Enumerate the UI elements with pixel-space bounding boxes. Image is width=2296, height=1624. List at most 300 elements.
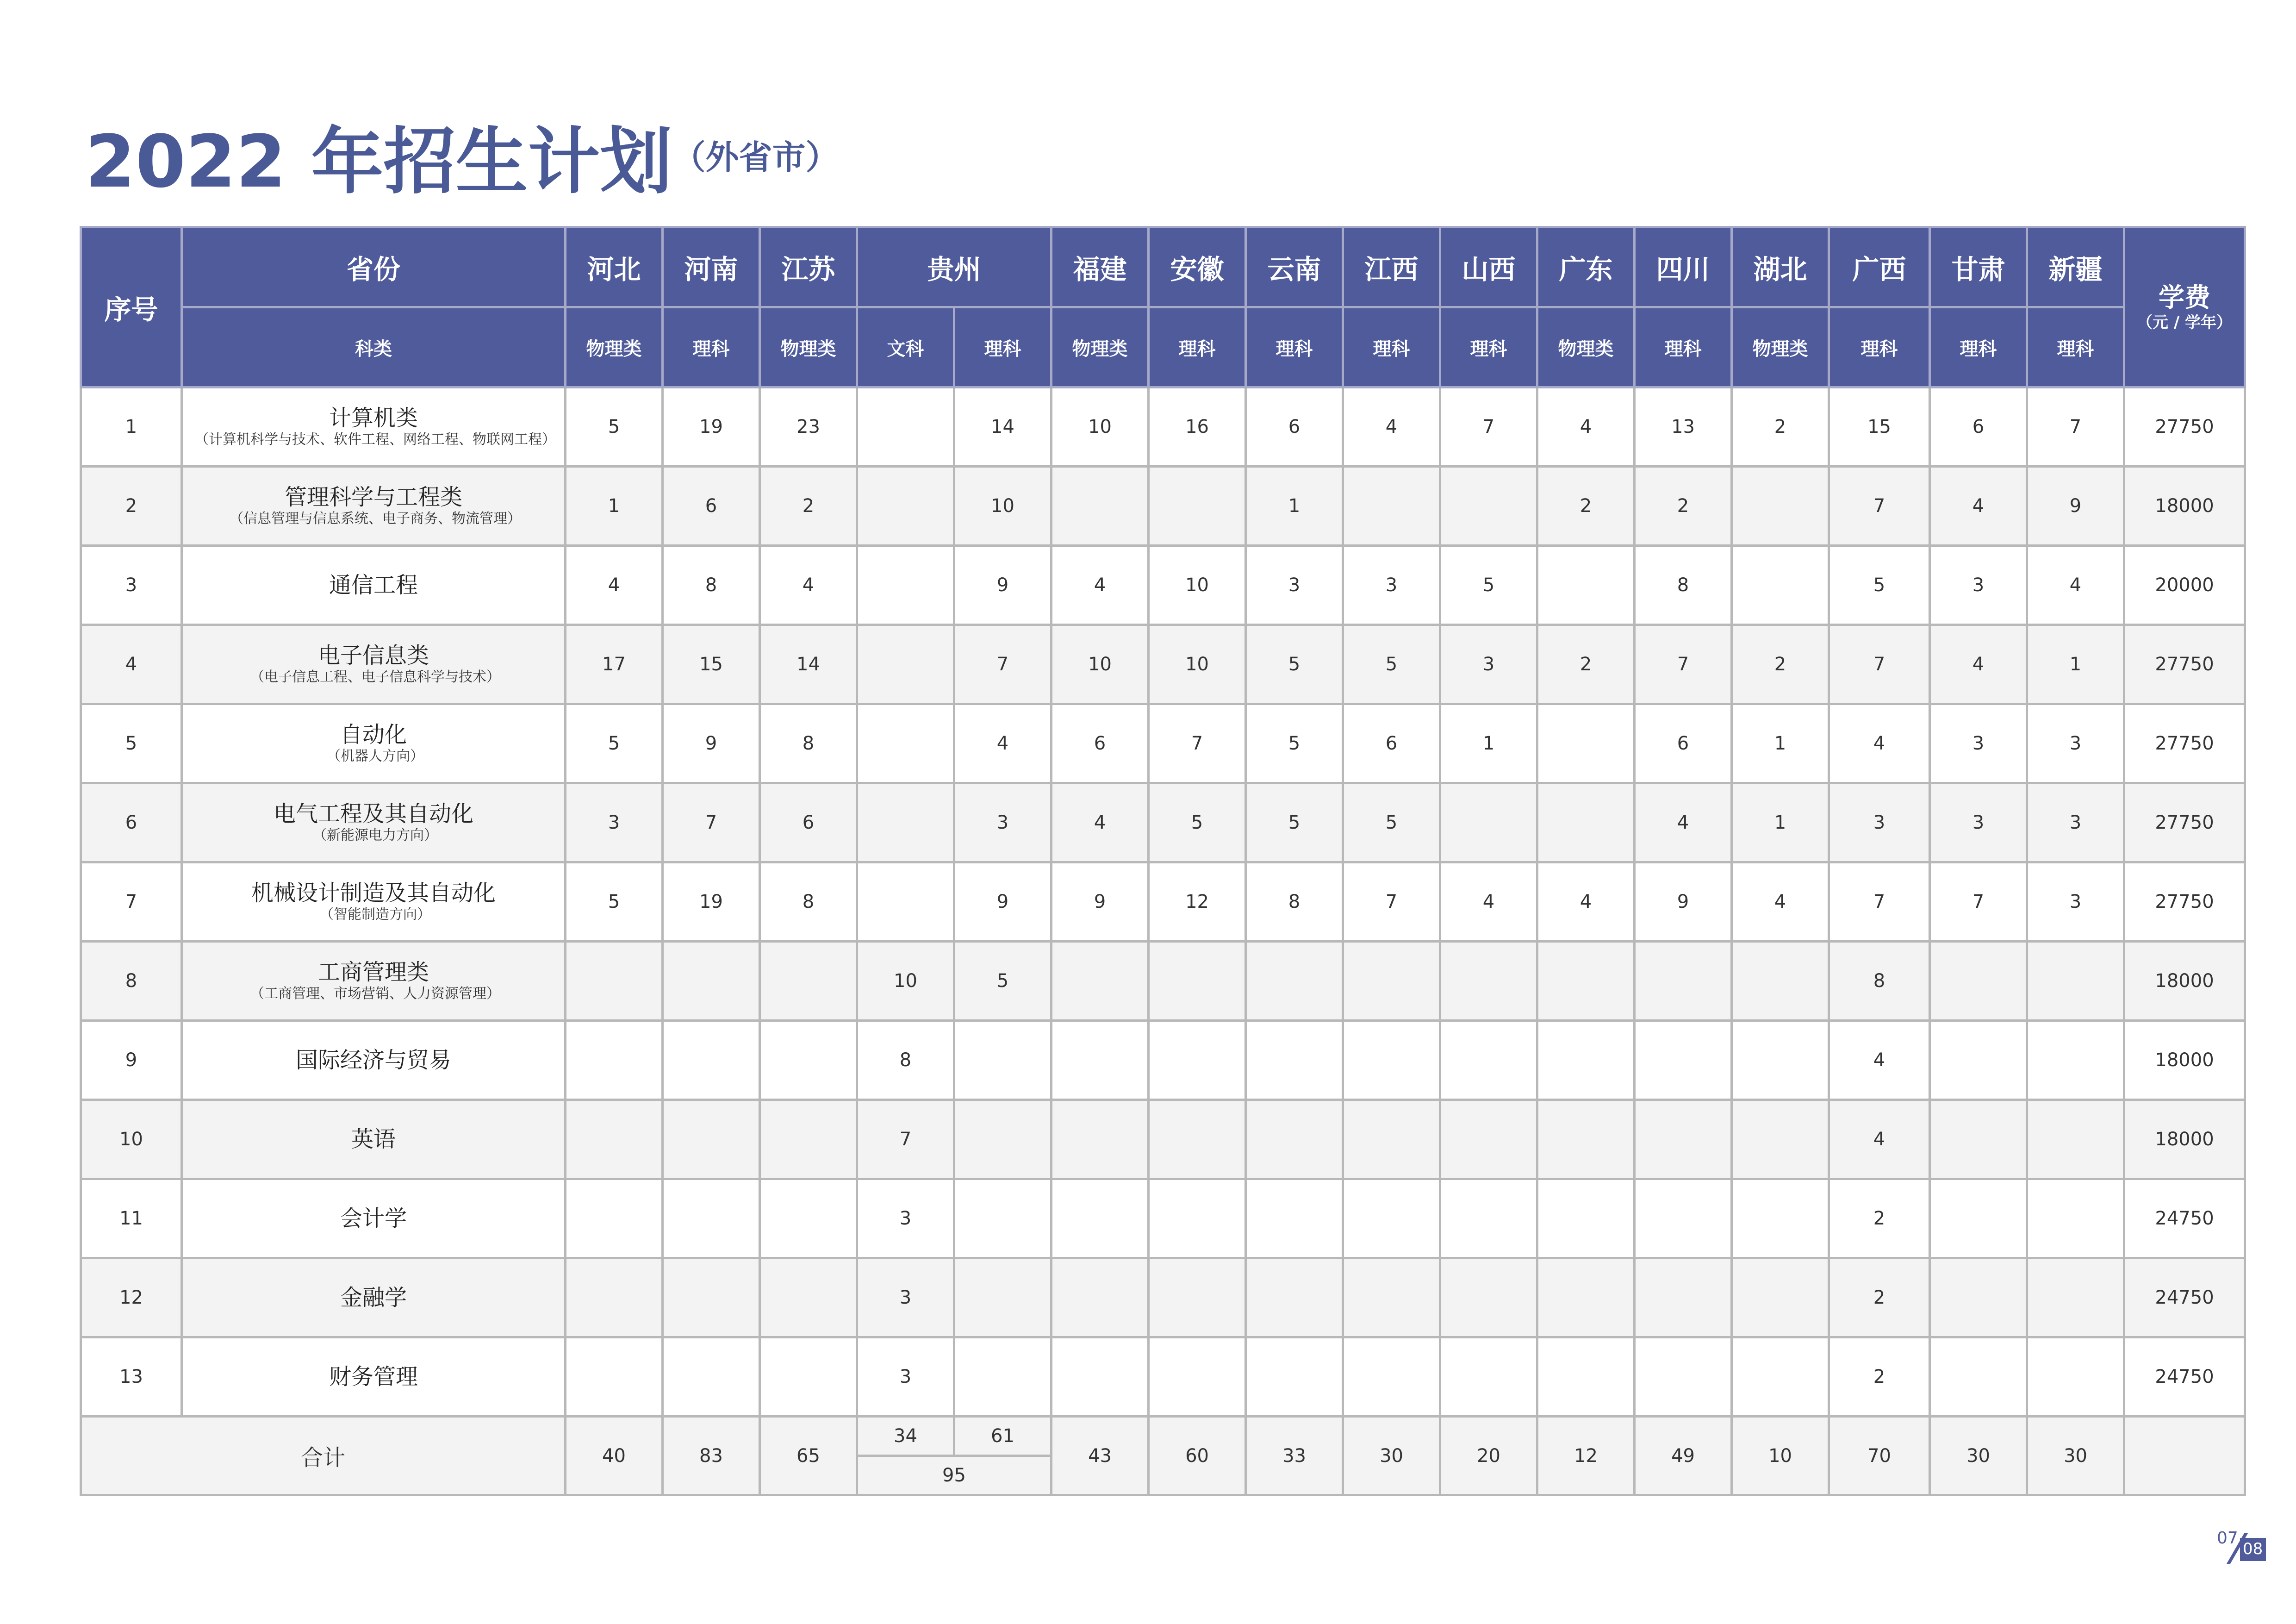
fee-cell: 18000 [2124, 942, 2245, 1021]
plan-count-cell: 6 [663, 467, 760, 546]
plan-count-cell: 1 [566, 467, 663, 546]
plan-count-cell [1052, 1179, 1149, 1258]
plan-count-cell: 4 [1635, 783, 1732, 862]
total-cell-guizhou-wen: 34 [857, 1417, 954, 1456]
plan-count-cell: 8 [760, 862, 857, 942]
table-row [81, 862, 2245, 942]
plan-count-cell: 5 [1246, 783, 1343, 862]
plan-count-cell [1537, 783, 1635, 862]
plan-count-cell: 10 [1052, 625, 1149, 704]
plan-count-cell [760, 1258, 857, 1337]
plan-count-cell: 6 [1343, 704, 1440, 783]
total-label: 合计 [81, 1417, 566, 1495]
plan-count-cell: 3 [2027, 704, 2124, 783]
plan-count-cell: 8 [1635, 546, 1732, 625]
table-row [81, 1179, 2245, 1258]
plan-count-cell [1537, 942, 1635, 1021]
fee-cell: 24750 [2124, 1179, 2245, 1258]
type-cell: 理科 [1440, 307, 1537, 387]
plan-count-cell: 4 [1829, 1021, 1930, 1100]
plan-count-cell: 15 [663, 625, 760, 704]
plan-count-cell [857, 783, 954, 862]
table-body [81, 387, 2245, 1495]
table-row [81, 467, 2245, 546]
plan-count-cell [1930, 1258, 2027, 1337]
plan-count-cell: 9 [1052, 862, 1149, 942]
plan-count-cell: 6 [1246, 387, 1343, 467]
plan-count-cell: 5 [566, 387, 663, 467]
type-cell: 物理类 [760, 307, 857, 387]
plan-count-cell [1537, 546, 1635, 625]
seq-header: 序号 [81, 227, 182, 387]
major-cell [182, 942, 566, 1021]
plan-count-cell: 1 [1732, 783, 1829, 862]
plan-count-cell [1635, 1100, 1732, 1179]
plan-count-cell [760, 1021, 857, 1100]
plan-count-cell: 5 [1343, 783, 1440, 862]
plan-count-cell [1440, 1100, 1537, 1179]
major-cell [182, 1100, 566, 1179]
plan-count-cell [1537, 1337, 1635, 1417]
plan-count-cell [1052, 1337, 1149, 1417]
plan-count-cell: 1 [1732, 704, 1829, 783]
major-sub: （智能制造方向） [320, 906, 431, 923]
plan-count-cell: 23 [760, 387, 857, 467]
plan-count-cell: 19 [663, 387, 760, 467]
seq-cell: 7 [81, 862, 182, 942]
plan-count-cell: 10 [1149, 546, 1246, 625]
plan-count-cell: 4 [1537, 862, 1635, 942]
total-cell: 12 [1537, 1417, 1635, 1495]
subject-type-header: 科类 [182, 307, 566, 387]
plan-count-cell: 3 [954, 783, 1052, 862]
plan-count-cell [663, 942, 760, 1021]
plan-count-cell [1343, 1179, 1440, 1258]
plan-count-cell: 5 [1343, 625, 1440, 704]
major-cell [182, 1179, 566, 1258]
plan-count-cell [2027, 1100, 2124, 1179]
plan-count-cell [1732, 1258, 1829, 1337]
plan-count-cell [1343, 1100, 1440, 1179]
page-total: 08 [2243, 1540, 2263, 1558]
table-row [81, 704, 2245, 783]
plan-count-cell: 12 [1149, 862, 1246, 942]
plan-count-cell: 9 [954, 862, 1052, 942]
plan-count-cell: 7 [1440, 387, 1537, 467]
province-yunnan: 云南 [1246, 227, 1343, 307]
fee-cell: 27750 [2124, 783, 2245, 862]
major-name: 财务管理 [329, 1364, 418, 1390]
total-cell: 20 [1440, 1417, 1537, 1495]
plan-count-cell [1149, 1100, 1246, 1179]
plan-count-cell: 16 [1149, 387, 1246, 467]
plan-count-cell: 7 [663, 783, 760, 862]
major-name: 自动化 [340, 722, 407, 748]
seq-cell: 8 [81, 942, 182, 1021]
province-henan: 河南 [663, 227, 760, 307]
plan-count-cell: 4 [1052, 546, 1149, 625]
plan-count-cell: 7 [1829, 625, 1930, 704]
plan-count-cell [1052, 1100, 1149, 1179]
type-cell: 物理类 [1732, 307, 1829, 387]
province-gansu: 甘肃 [1930, 227, 2027, 307]
plan-count-cell [1149, 1179, 1246, 1258]
fee-cell: 18000 [2124, 1100, 2245, 1179]
plan-count-cell [760, 942, 857, 1021]
plan-count-cell [2027, 1258, 2124, 1337]
plan-count-cell [1732, 1100, 1829, 1179]
plan-count-cell: 17 [566, 625, 663, 704]
total-cell-guizhou-li: 61 [954, 1417, 1052, 1456]
major-name: 金融学 [340, 1285, 407, 1311]
fee-unit: （元 / 学年） [2136, 313, 2233, 332]
major-name: 通信工程 [329, 572, 418, 598]
type-cell: 物理类 [1052, 307, 1149, 387]
plan-count-cell [566, 1337, 663, 1417]
province-fujian: 福建 [1052, 227, 1149, 307]
enrollment-plan-table [80, 226, 2246, 1496]
plan-count-cell [1732, 942, 1829, 1021]
major-cell [182, 1258, 566, 1337]
seq-cell: 12 [81, 1258, 182, 1337]
plan-count-cell: 7 [857, 1100, 954, 1179]
plan-count-cell: 1 [1440, 704, 1537, 783]
province-anhui: 安徽 [1149, 227, 1246, 307]
type-cell: 理科 [954, 307, 1052, 387]
major-cell [182, 862, 566, 942]
table-row [81, 546, 2245, 625]
plan-count-cell [857, 704, 954, 783]
major-cell [182, 1021, 566, 1100]
major-name: 工商管理类 [317, 959, 429, 985]
province-xinjiang: 新疆 [2027, 227, 2124, 307]
table-row [81, 942, 2245, 1021]
plan-count-cell: 15 [1829, 387, 1930, 467]
total-cell: 30 [1343, 1417, 1440, 1495]
total-cell: 49 [1635, 1417, 1732, 1495]
plan-count-cell: 9 [663, 704, 760, 783]
plan-count-cell [857, 387, 954, 467]
plan-count-cell [2027, 1337, 2124, 1417]
plan-count-cell: 2 [1635, 467, 1732, 546]
plan-count-cell: 6 [760, 783, 857, 862]
plan-count-cell [1343, 942, 1440, 1021]
page-title [85, 111, 839, 208]
fee-cell: 27750 [2124, 862, 2245, 942]
province-jiangsu: 江苏 [760, 227, 857, 307]
total-cell: 43 [1052, 1417, 1149, 1495]
plan-count-cell: 8 [857, 1021, 954, 1100]
plan-count-cell: 3 [857, 1258, 954, 1337]
major-sub: （信息管理与信息系统、电子商务、物流管理） [230, 511, 521, 527]
total-cell: 65 [760, 1417, 857, 1495]
plan-count-cell: 8 [1829, 942, 1930, 1021]
major-name: 国际经济与贸易 [295, 1047, 451, 1073]
total-cell: 83 [663, 1417, 760, 1495]
type-cell: 理科 [1246, 307, 1343, 387]
plan-count-cell: 9 [954, 546, 1052, 625]
plan-count-cell [760, 1337, 857, 1417]
province-header: 省份 [182, 227, 566, 307]
plan-count-cell: 4 [760, 546, 857, 625]
major-sub: （计算机科学与技术、软件工程、网络工程、物联网工程） [195, 431, 556, 448]
province-guizhou: 贵州 [857, 227, 1052, 307]
plan-count-cell [1052, 942, 1149, 1021]
fee-cell: 27750 [2124, 387, 2245, 467]
plan-count-cell: 2 [1537, 625, 1635, 704]
plan-count-cell: 10 [1052, 387, 1149, 467]
plan-count-cell: 10 [954, 467, 1052, 546]
plan-count-cell: 10 [857, 942, 954, 1021]
plan-count-cell: 3 [1930, 546, 2027, 625]
fee-cell: 27750 [2124, 625, 2245, 704]
type-cell: 理科 [1149, 307, 1246, 387]
plan-count-cell [1246, 1100, 1343, 1179]
plan-count-cell [1930, 1179, 2027, 1258]
plan-count-cell [1440, 1021, 1537, 1100]
seq-cell: 10 [81, 1100, 182, 1179]
major-sub: （新能源电力方向） [313, 827, 438, 843]
plan-count-cell [1149, 1021, 1246, 1100]
total-cell: 30 [2027, 1417, 2124, 1495]
plan-count-cell [1537, 1100, 1635, 1179]
plan-count-cell [1343, 1258, 1440, 1337]
type-cell: 理科 [1829, 307, 1930, 387]
major-name: 电子信息类 [317, 643, 429, 668]
plan-count-cell: 6 [1052, 704, 1149, 783]
seq-cell: 5 [81, 704, 182, 783]
province-hubei: 湖北 [1732, 227, 1829, 307]
plan-count-cell: 2 [1829, 1337, 1930, 1417]
plan-count-cell [1343, 1337, 1440, 1417]
plan-count-cell [663, 1337, 760, 1417]
plan-count-cell [760, 1100, 857, 1179]
plan-count-cell [1246, 1258, 1343, 1337]
plan-count-cell: 2 [1829, 1258, 1930, 1337]
plan-count-cell [857, 546, 954, 625]
table-row [81, 1337, 2245, 1417]
plan-count-cell: 4 [954, 704, 1052, 783]
plan-count-cell [663, 1021, 760, 1100]
plan-count-cell: 2 [1829, 1179, 1930, 1258]
plan-count-cell: 2 [1732, 387, 1829, 467]
table-row [81, 625, 2245, 704]
plan-count-cell [1537, 1258, 1635, 1337]
plan-count-cell [2027, 942, 2124, 1021]
fee-cell: 24750 [2124, 1337, 2245, 1417]
plan-count-cell: 3 [1440, 625, 1537, 704]
major-name: 电气工程及其自动化 [273, 801, 473, 827]
plan-count-cell [1246, 1179, 1343, 1258]
plan-count-cell: 7 [2027, 387, 2124, 467]
plan-count-cell [1440, 467, 1537, 546]
plan-count-cell: 3 [2027, 862, 2124, 942]
major-cell [182, 387, 566, 467]
plan-count-cell: 3 [1246, 546, 1343, 625]
province-shanxi: 山西 [1440, 227, 1537, 307]
table-row [81, 387, 2245, 467]
seq-cell: 13 [81, 1337, 182, 1417]
plan-count-cell [1440, 942, 1537, 1021]
total-fee-cell [2124, 1417, 2245, 1495]
table-row [81, 1100, 2245, 1179]
seq-cell: 4 [81, 625, 182, 704]
total-cell: 70 [1829, 1417, 1930, 1495]
plan-count-cell [1246, 942, 1343, 1021]
plan-count-cell [1052, 467, 1149, 546]
plan-count-cell [954, 1258, 1052, 1337]
plan-count-cell [566, 1021, 663, 1100]
plan-count-cell [760, 1179, 857, 1258]
page-current: 07 [2217, 1529, 2238, 1548]
major-name: 机械设计制造及其自动化 [251, 880, 496, 906]
plan-count-cell: 3 [1343, 546, 1440, 625]
plan-count-cell [1732, 1021, 1829, 1100]
header-province-row [81, 227, 2245, 307]
plan-count-cell: 8 [760, 704, 857, 783]
plan-count-cell [1537, 1179, 1635, 1258]
plan-count-cell: 9 [2027, 467, 2124, 546]
fee-cell: 18000 [2124, 467, 2245, 546]
plan-count-cell [663, 1179, 760, 1258]
plan-count-cell: 9 [1635, 862, 1732, 942]
plan-count-cell [1635, 942, 1732, 1021]
plan-count-cell [1052, 1021, 1149, 1100]
plan-count-cell [2027, 1179, 2124, 1258]
plan-count-cell [857, 625, 954, 704]
plan-count-cell: 3 [1930, 783, 2027, 862]
type-cell: 理科 [2027, 307, 2124, 387]
plan-count-cell: 4 [1440, 862, 1537, 942]
plan-count-cell [566, 942, 663, 1021]
major-cell [182, 704, 566, 783]
plan-count-cell: 6 [1930, 387, 2027, 467]
header-type-row [81, 307, 2245, 387]
plan-count-cell [1440, 783, 1537, 862]
type-cell: 物理类 [566, 307, 663, 387]
plan-count-cell [1930, 1100, 2027, 1179]
major-name: 计算机类 [329, 405, 418, 431]
plan-count-cell: 4 [566, 546, 663, 625]
fee-cell: 20000 [2124, 546, 2245, 625]
plan-count-cell: 3 [1829, 783, 1930, 862]
plan-count-cell: 7 [1343, 862, 1440, 942]
plan-count-cell [1246, 1021, 1343, 1100]
type-cell: 理科 [1635, 307, 1732, 387]
plan-count-cell [2027, 1021, 2124, 1100]
major-cell [182, 467, 566, 546]
plan-count-cell: 4 [1930, 467, 2027, 546]
seq-cell: 9 [81, 1021, 182, 1100]
plan-count-cell [857, 862, 954, 942]
plan-count-cell [1537, 1021, 1635, 1100]
province-jiangxi: 江西 [1343, 227, 1440, 307]
plan-count-cell: 7 [1149, 704, 1246, 783]
plan-count-cell [1930, 1021, 2027, 1100]
plan-count-cell: 8 [663, 546, 760, 625]
plan-count-cell: 5 [1149, 783, 1246, 862]
plan-count-cell [1635, 1021, 1732, 1100]
type-cell: 理科 [663, 307, 760, 387]
plan-count-cell [1635, 1258, 1732, 1337]
major-sub: （机器人方向） [327, 748, 424, 764]
province-guangdong: 广东 [1537, 227, 1635, 307]
plan-count-cell [1246, 1337, 1343, 1417]
page-number [2210, 1528, 2266, 1565]
plan-count-cell [1149, 942, 1246, 1021]
plan-count-cell: 14 [954, 387, 1052, 467]
type-cell: 文科 [857, 307, 954, 387]
type-cell: 理科 [1343, 307, 1440, 387]
plan-count-cell [1732, 1337, 1829, 1417]
plan-count-cell: 4 [1829, 1100, 1930, 1179]
fee-header [2124, 227, 2245, 387]
plan-count-cell: 14 [760, 625, 857, 704]
plan-count-cell: 3 [2027, 783, 2124, 862]
plan-count-cell [1149, 467, 1246, 546]
plan-count-cell [954, 1337, 1052, 1417]
plan-count-cell [954, 1021, 1052, 1100]
plan-count-cell: 4 [1930, 625, 2027, 704]
fee-cell: 24750 [2124, 1258, 2245, 1337]
plan-count-cell: 3 [857, 1337, 954, 1417]
type-cell: 物理类 [1537, 307, 1635, 387]
plan-count-cell: 5 [1440, 546, 1537, 625]
fee-cell: 18000 [2124, 1021, 2245, 1100]
plan-count-cell: 1 [2027, 625, 2124, 704]
plan-count-cell [1440, 1258, 1537, 1337]
seq-cell: 3 [81, 546, 182, 625]
plan-count-cell [566, 1100, 663, 1179]
plan-count-cell: 7 [1829, 467, 1930, 546]
plan-count-cell [1149, 1258, 1246, 1337]
major-name: 会计学 [340, 1206, 407, 1231]
plan-count-cell: 4 [1732, 862, 1829, 942]
total-row-top [81, 1417, 2245, 1456]
plan-count-cell [1537, 704, 1635, 783]
plan-count-cell: 5 [1829, 546, 1930, 625]
plan-count-cell [1732, 546, 1829, 625]
plan-count-cell: 4 [1343, 387, 1440, 467]
major-sub: （电子信息工程、电子信息科学与技术） [250, 669, 500, 685]
plan-count-cell: 5 [566, 704, 663, 783]
plan-count-cell: 3 [857, 1179, 954, 1258]
plan-count-cell: 4 [1537, 387, 1635, 467]
plan-count-cell: 7 [1930, 862, 2027, 942]
title-suffix: （外省市） [672, 138, 839, 177]
table-row [81, 783, 2245, 862]
plan-count-cell [1343, 467, 1440, 546]
plan-count-cell: 4 [1052, 783, 1149, 862]
plan-count-cell [566, 1258, 663, 1337]
plan-count-cell: 7 [954, 625, 1052, 704]
plan-count-cell: 5 [954, 942, 1052, 1021]
major-cell [182, 625, 566, 704]
major-name: 英语 [351, 1126, 396, 1152]
plan-count-cell [954, 1100, 1052, 1179]
plan-count-cell [954, 1179, 1052, 1258]
plan-count-cell [1149, 1337, 1246, 1417]
plan-count-cell: 6 [1635, 704, 1732, 783]
plan-count-cell [857, 467, 954, 546]
plan-count-cell: 5 [1246, 625, 1343, 704]
plan-count-cell: 3 [566, 783, 663, 862]
plan-count-cell [1732, 1179, 1829, 1258]
fee-cell: 27750 [2124, 704, 2245, 783]
seq-cell: 2 [81, 467, 182, 546]
seq-cell: 11 [81, 1179, 182, 1258]
plan-count-cell: 2 [760, 467, 857, 546]
